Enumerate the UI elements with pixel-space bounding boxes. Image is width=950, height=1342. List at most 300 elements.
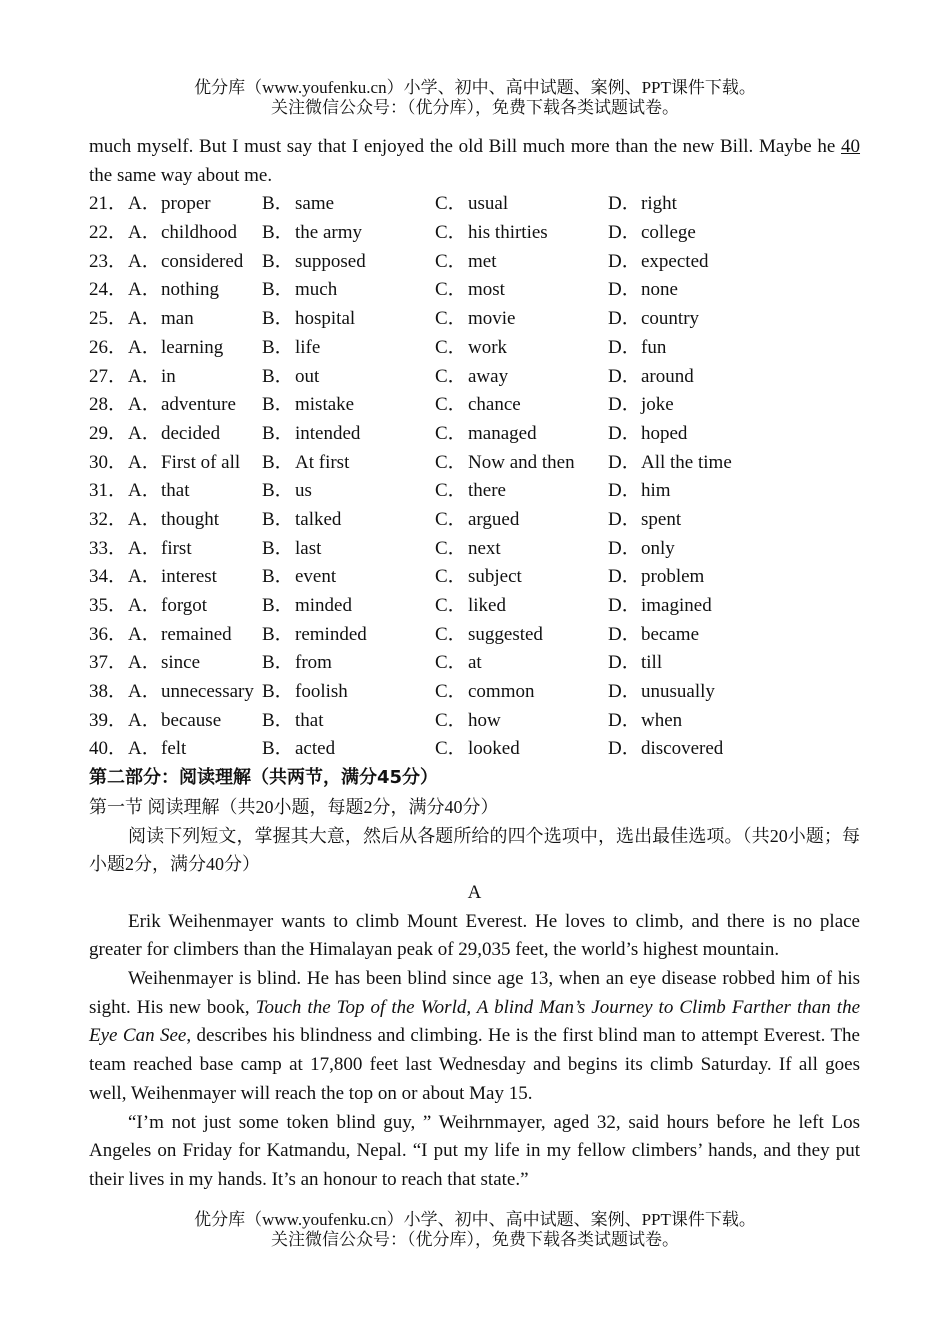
option-letter: C． xyxy=(435,537,467,559)
question-row xyxy=(89,506,860,535)
question-row xyxy=(89,707,860,736)
option-text: when xyxy=(641,709,683,731)
option-letter: A． xyxy=(128,709,161,731)
option-text: around xyxy=(641,365,694,387)
option-text: that xyxy=(161,480,190,502)
option-d xyxy=(608,477,781,506)
question-row xyxy=(89,248,860,277)
option-text: expected xyxy=(641,250,709,272)
option-letter: C． xyxy=(435,738,467,760)
option-d xyxy=(608,649,781,678)
option-d xyxy=(608,334,781,363)
option-b xyxy=(262,276,435,305)
option-text: much xyxy=(295,279,338,301)
option-text: joke xyxy=(641,394,674,416)
option-c xyxy=(435,535,608,564)
instructions: 阅读下列短文，掌握其大意，然后从各题所给的四个选项中，选出最佳选项。（共20小题；每小题2分，满分40分） xyxy=(89,825,860,875)
option-a xyxy=(128,707,262,736)
option-text: movie xyxy=(468,308,516,330)
option-text: became xyxy=(641,623,700,645)
option-text: none xyxy=(641,279,678,301)
passage-label: A xyxy=(467,881,482,903)
question-number: 25． xyxy=(89,308,128,330)
option-b xyxy=(262,477,435,506)
option-text: reminded xyxy=(295,623,367,645)
option-letter: C． xyxy=(435,451,467,473)
option-letter: A． xyxy=(128,451,161,473)
option-letter: D． xyxy=(608,566,641,588)
option-b xyxy=(262,363,435,392)
option-letter: B． xyxy=(262,451,294,473)
question-row xyxy=(89,477,860,506)
option-text: work xyxy=(468,336,508,358)
option-d xyxy=(608,506,781,535)
option-c xyxy=(435,305,608,334)
option-a xyxy=(128,391,262,420)
option-d xyxy=(608,563,781,592)
option-text: met xyxy=(468,250,497,272)
option-text: mistake xyxy=(295,394,355,416)
option-text: thought xyxy=(161,508,220,530)
option-c xyxy=(435,391,608,420)
option-text: minded xyxy=(295,595,352,617)
option-letter: B． xyxy=(262,595,294,617)
option-c xyxy=(435,563,608,592)
question-row xyxy=(89,420,860,449)
question-number: 21． xyxy=(89,193,128,215)
option-letter: D． xyxy=(608,681,641,703)
option-letter: A． xyxy=(128,652,161,674)
option-text: considered xyxy=(161,250,244,272)
option-letter: A． xyxy=(128,623,161,645)
option-letter: C． xyxy=(435,422,467,444)
question-row xyxy=(89,219,860,248)
option-c xyxy=(435,621,608,650)
option-text: liked xyxy=(468,595,506,617)
option-b xyxy=(262,506,435,535)
option-text: foolish xyxy=(295,681,348,703)
option-text: college xyxy=(641,222,696,244)
option-d xyxy=(608,276,781,305)
option-letter: C． xyxy=(435,709,467,731)
footer-line-1: 优分库（www.youfenku.cn）小学、初中、高中试题、案例、PPT课件下载。 xyxy=(194,1210,756,1229)
option-letter: B． xyxy=(262,308,294,330)
question-number: 37． xyxy=(89,652,128,674)
option-letter: D． xyxy=(608,308,641,330)
option-d xyxy=(608,363,781,392)
option-text: intended xyxy=(295,422,361,444)
option-text: hoped xyxy=(641,422,688,444)
question-row xyxy=(89,535,860,564)
option-text: Now and then xyxy=(468,451,575,473)
option-text: looked xyxy=(468,738,520,760)
option-a xyxy=(128,506,262,535)
option-letter: B． xyxy=(262,480,294,502)
option-text: learning xyxy=(161,336,224,358)
option-letter: A． xyxy=(128,250,161,272)
option-b xyxy=(262,219,435,248)
question-number: 40． xyxy=(89,738,128,760)
option-text: till xyxy=(641,652,663,674)
intro-text-2: the same way about me. xyxy=(89,164,273,186)
option-letter: B． xyxy=(262,394,294,416)
intro-text-1: much myself. But I must say that I enjoyed the old Bill much more than the new Bill. Maybe he xyxy=(89,136,836,157)
header-line-1: 优分库（www.youfenku.cn）小学、初中、高中试题、案例、PPT课件下载。 xyxy=(194,78,756,97)
option-b xyxy=(262,735,435,764)
option-letter: B． xyxy=(262,422,294,444)
option-b xyxy=(262,334,435,363)
footer-line-2: 关注微信公众号：（优分库），免费下载各类试题试卷。 xyxy=(271,1230,679,1249)
option-letter: C． xyxy=(435,365,467,387)
question-row xyxy=(89,391,860,420)
question-row xyxy=(89,305,860,334)
option-d xyxy=(608,248,781,277)
option-d xyxy=(608,592,781,621)
header-line-2: 关注微信公众号：（优分库），免费下载各类试题试卷。 xyxy=(271,98,679,117)
option-text: discovered xyxy=(641,738,724,760)
option-letter: B． xyxy=(262,193,294,215)
option-text: since xyxy=(161,652,201,674)
option-a xyxy=(128,477,262,506)
option-a xyxy=(128,449,262,478)
option-c xyxy=(435,477,608,506)
option-letter: A． xyxy=(128,595,161,617)
option-text: man xyxy=(161,308,194,330)
option-c xyxy=(435,592,608,621)
option-letter: D． xyxy=(608,422,641,444)
option-letter: A． xyxy=(128,537,161,559)
option-b xyxy=(262,449,435,478)
section1-title: 第一节 阅读理解（共20小题，每题2分，满分40分） xyxy=(89,796,499,817)
question-number: 24． xyxy=(89,279,128,301)
option-d xyxy=(608,621,781,650)
option-a xyxy=(128,649,262,678)
option-b xyxy=(262,190,435,219)
option-a xyxy=(128,334,262,363)
option-text: nothing xyxy=(161,279,220,301)
option-d xyxy=(608,420,781,449)
option-text: most xyxy=(468,279,505,301)
option-d xyxy=(608,678,781,707)
option-letter: B． xyxy=(262,738,294,760)
option-letter: C． xyxy=(435,250,467,272)
option-letter: D． xyxy=(608,652,641,674)
option-text: from xyxy=(295,652,332,674)
part2-title: 第二部分：阅读理解（共两节，满分45分） xyxy=(89,767,439,789)
question-row xyxy=(89,449,860,478)
p2-text-a: Weihenmayer is blind. He has been blind since age 13, when an eye disease robbed him of his sight. His new book, xyxy=(89,968,860,1018)
option-letter: C． xyxy=(435,193,467,215)
question-row xyxy=(89,621,860,650)
option-c xyxy=(435,707,608,736)
option-text: same xyxy=(295,193,335,215)
book-title: Touch the Top of the World, A blind Man’s Journey to Climb Farther than the Eye Can See xyxy=(89,996,860,1047)
option-text: us xyxy=(295,480,312,502)
option-text: last xyxy=(295,537,322,559)
option-d xyxy=(608,535,781,564)
option-letter: C． xyxy=(435,394,467,416)
option-text: that xyxy=(295,709,324,731)
option-letter: B． xyxy=(262,709,294,731)
option-d xyxy=(608,391,781,420)
option-b xyxy=(262,707,435,736)
question-number: 31． xyxy=(89,480,128,502)
option-text: suggested xyxy=(468,623,543,645)
option-letter: B． xyxy=(262,681,294,703)
option-letter: D． xyxy=(608,193,641,215)
option-d xyxy=(608,219,781,248)
option-letter: B． xyxy=(262,652,294,674)
option-text: unusually xyxy=(641,681,715,703)
option-text: him xyxy=(641,480,671,502)
option-letter: D． xyxy=(608,709,641,731)
question-row xyxy=(89,363,860,392)
option-letter: C． xyxy=(435,652,467,674)
question-number: 33． xyxy=(89,537,128,559)
question-number: 22． xyxy=(89,222,128,244)
option-letter: B． xyxy=(262,250,294,272)
option-letter: A． xyxy=(128,336,161,358)
option-text: how xyxy=(468,709,501,731)
option-text: forgot xyxy=(161,595,208,617)
option-text: the army xyxy=(295,222,363,244)
option-c xyxy=(435,449,608,478)
question-list xyxy=(89,190,860,764)
option-b xyxy=(262,420,435,449)
option-letter: B． xyxy=(262,222,294,244)
option-text: country xyxy=(641,308,700,330)
option-text: interest xyxy=(161,566,217,588)
option-letter: D． xyxy=(608,279,641,301)
option-a xyxy=(128,248,262,277)
option-a xyxy=(128,678,262,707)
option-text: hospital xyxy=(295,308,356,330)
page-footer xyxy=(0,1210,950,1250)
option-letter: C． xyxy=(435,508,467,530)
option-a xyxy=(128,363,262,392)
option-letter: C． xyxy=(435,566,467,588)
option-a xyxy=(128,735,262,764)
passage-paragraph-3: “I’m not just some token blind guy, ” Weihrnmayer, aged 32, said hours before he left Los Angeles on Friday for Katmandu, Nepal. “I put my life in my fellow climbers’ hands, and they put their lives in my hands. It’s an honour to reach that state.” xyxy=(89,1111,860,1190)
option-c xyxy=(435,649,608,678)
option-text: out xyxy=(295,365,320,387)
option-letter: A． xyxy=(128,394,161,416)
option-text: felt xyxy=(161,738,187,760)
option-text: spent xyxy=(641,508,682,530)
option-b xyxy=(262,592,435,621)
option-text: remained xyxy=(161,623,232,645)
option-c xyxy=(435,248,608,277)
option-d xyxy=(608,735,781,764)
option-letter: C． xyxy=(435,623,467,645)
option-text: managed xyxy=(468,422,537,444)
option-letter: D． xyxy=(608,222,641,244)
option-letter: B． xyxy=(262,623,294,645)
question-row xyxy=(89,276,860,305)
question-number: 28． xyxy=(89,394,128,416)
option-text: first xyxy=(161,537,192,559)
option-text: only xyxy=(641,537,675,559)
option-text: First of all xyxy=(161,451,241,473)
option-c xyxy=(435,735,608,764)
option-b xyxy=(262,248,435,277)
option-text: fun xyxy=(641,336,667,358)
option-letter: C． xyxy=(435,480,467,502)
option-b xyxy=(262,678,435,707)
option-a xyxy=(128,305,262,334)
option-letter: B． xyxy=(262,336,294,358)
question-number: 29． xyxy=(89,422,128,444)
option-letter: C． xyxy=(435,595,467,617)
option-a xyxy=(128,420,262,449)
option-text: event xyxy=(295,566,337,588)
option-text: unnecessary xyxy=(161,681,254,703)
question-row xyxy=(89,735,860,764)
passage-paragraph-1: Erik Weihenmayer wants to climb Mount Everest. He loves to climb, and there is no place greater for climbers than the Himalayan peak of 29,035 feet, the world’s highest mountain. xyxy=(89,910,860,961)
question-number: 23． xyxy=(89,250,128,272)
question-number: 39． xyxy=(89,709,128,731)
question-row xyxy=(89,563,860,592)
option-letter: C． xyxy=(435,279,467,301)
option-letter: D． xyxy=(608,738,641,760)
option-letter: A． xyxy=(128,422,161,444)
page-content xyxy=(89,133,860,1195)
option-text: right xyxy=(641,193,677,215)
question-number: 36． xyxy=(89,623,128,645)
option-text: problem xyxy=(641,566,705,588)
option-text: common xyxy=(468,681,535,703)
question-number: 35． xyxy=(89,595,128,617)
option-letter: D． xyxy=(608,537,641,559)
option-text: talked xyxy=(295,508,342,530)
option-text: decided xyxy=(161,422,221,444)
option-a xyxy=(128,276,262,305)
option-letter: A． xyxy=(128,365,161,387)
option-c xyxy=(435,276,608,305)
option-text: his thirties xyxy=(468,222,548,244)
option-a xyxy=(128,190,262,219)
option-text: life xyxy=(295,336,321,358)
option-letter: D． xyxy=(608,250,641,272)
option-b xyxy=(262,305,435,334)
option-letter: D． xyxy=(608,365,641,387)
option-text: chance xyxy=(468,394,521,416)
option-text: acted xyxy=(295,738,336,760)
question-row xyxy=(89,592,860,621)
option-letter: A． xyxy=(128,480,161,502)
option-b xyxy=(262,649,435,678)
question-row xyxy=(89,190,860,219)
question-row xyxy=(89,334,860,363)
option-letter: A． xyxy=(128,308,161,330)
option-c xyxy=(435,190,608,219)
option-letter: D． xyxy=(608,595,641,617)
option-a xyxy=(128,535,262,564)
option-c xyxy=(435,420,608,449)
p2-text-b: , describes his blindness and climbing. He is the first blind man to attempt Everest. The team reached base camp at 17,800 feet last Wednesday and begins its climb Saturday. If all goes well, Weihenmayer will reach the top on or about May 15. xyxy=(89,1025,860,1104)
option-text: argued xyxy=(468,508,520,530)
question-number: 26． xyxy=(89,336,128,358)
option-letter: A． xyxy=(128,738,161,760)
question-number: 38． xyxy=(89,681,128,703)
option-letter: A． xyxy=(128,222,161,244)
option-letter: B． xyxy=(262,508,294,530)
option-d xyxy=(608,305,781,334)
option-d xyxy=(608,449,781,478)
option-text: childhood xyxy=(161,222,237,244)
question-number: 27． xyxy=(89,365,128,387)
option-letter: B． xyxy=(262,566,294,588)
option-text: proper xyxy=(161,193,211,215)
option-text: there xyxy=(468,480,506,502)
option-text: because xyxy=(161,709,222,731)
option-text: imagined xyxy=(641,595,712,617)
option-text: in xyxy=(161,365,176,387)
option-c xyxy=(435,334,608,363)
option-letter: C． xyxy=(435,681,467,703)
option-text: adventure xyxy=(161,394,236,416)
option-letter: A． xyxy=(128,566,161,588)
option-c xyxy=(435,219,608,248)
option-text: All the time xyxy=(641,451,732,473)
option-c xyxy=(435,506,608,535)
option-a xyxy=(128,621,262,650)
option-text: at xyxy=(468,652,482,674)
option-text: away xyxy=(468,365,509,387)
page-header xyxy=(0,78,950,118)
option-letter: D． xyxy=(608,336,641,358)
option-d xyxy=(608,190,781,219)
option-letter: D． xyxy=(608,508,641,530)
option-d xyxy=(608,707,781,736)
option-letter: D． xyxy=(608,480,641,502)
passage-paragraph-2 xyxy=(89,965,860,1109)
option-letter: A． xyxy=(128,508,161,530)
option-a xyxy=(128,219,262,248)
question-number: 30． xyxy=(89,451,128,473)
option-letter: D． xyxy=(608,451,641,473)
question-row xyxy=(89,649,860,678)
option-letter: C． xyxy=(435,336,467,358)
question-number: 32． xyxy=(89,508,128,530)
option-b xyxy=(262,535,435,564)
option-c xyxy=(435,363,608,392)
option-letter: B． xyxy=(262,279,294,301)
option-letter: D． xyxy=(608,394,641,416)
option-text: At first xyxy=(295,451,350,473)
option-b xyxy=(262,563,435,592)
option-letter: B． xyxy=(262,537,294,559)
option-text: usual xyxy=(468,193,509,215)
option-text: next xyxy=(468,537,501,559)
question-number: 34． xyxy=(89,566,128,588)
blank-40: 40 xyxy=(841,136,861,157)
question-row xyxy=(89,678,860,707)
option-letter: B． xyxy=(262,365,294,387)
option-c xyxy=(435,678,608,707)
option-b xyxy=(262,391,435,420)
option-text: subject xyxy=(468,566,522,588)
option-letter: A． xyxy=(128,193,161,215)
option-a xyxy=(128,563,262,592)
option-letter: D． xyxy=(608,623,641,645)
intro-paragraph xyxy=(89,133,860,190)
option-letter: A． xyxy=(128,279,161,301)
option-b xyxy=(262,621,435,650)
option-text: supposed xyxy=(295,250,366,272)
option-letter: C． xyxy=(435,308,467,330)
option-letter: A． xyxy=(128,681,161,703)
